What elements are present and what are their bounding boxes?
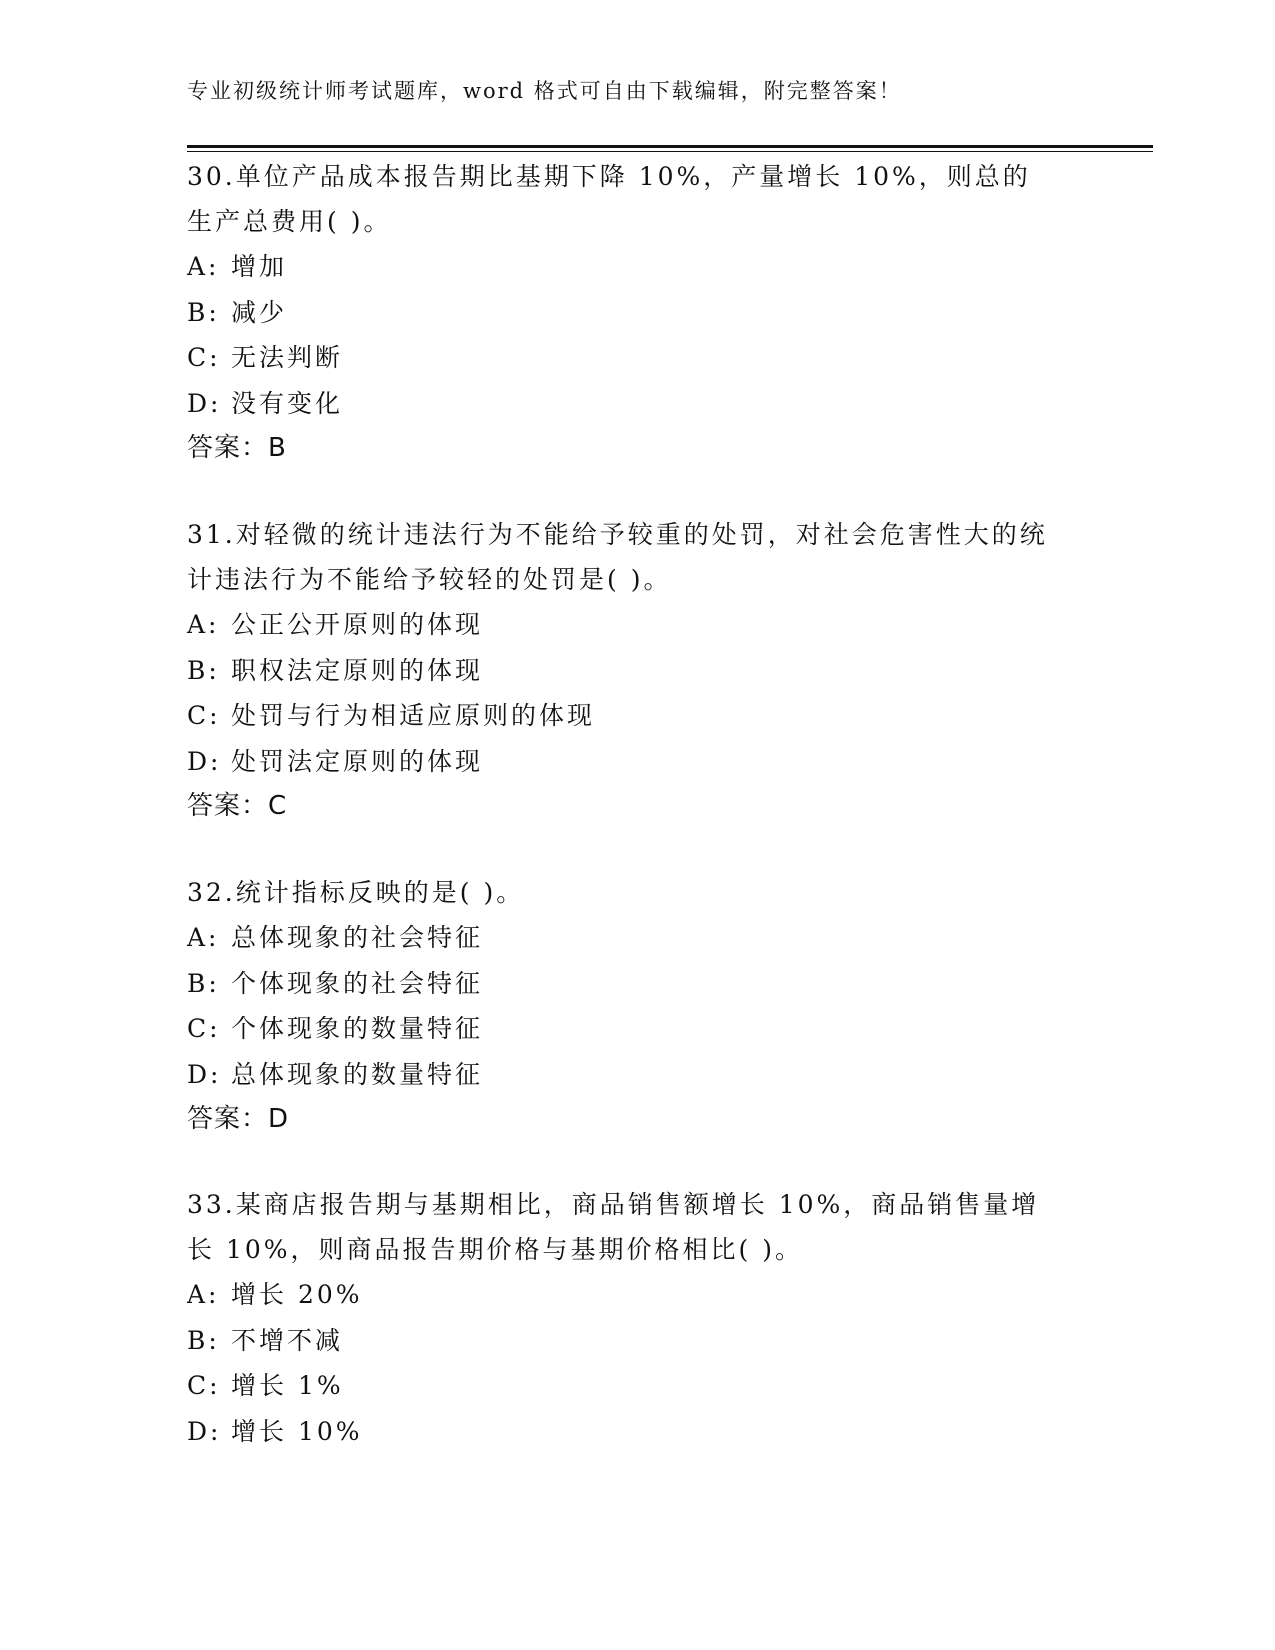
question-number: 31. bbox=[187, 520, 236, 549]
option-text: 不增不减 bbox=[231, 1325, 344, 1355]
answer: 答案：C bbox=[187, 791, 288, 821]
question-30 bbox=[187, 154, 1087, 471]
option-letter: B: bbox=[187, 655, 220, 685]
option-text: 职权法定原则的体现 bbox=[231, 655, 484, 685]
header-rule-thick bbox=[187, 145, 1153, 148]
option-text: 处罚法定原则的体现 bbox=[231, 746, 484, 776]
option-letter: D: bbox=[187, 1059, 222, 1089]
option-text: 减少 bbox=[231, 297, 288, 327]
question-number: 33. bbox=[187, 1190, 236, 1219]
option-b bbox=[187, 1318, 1087, 1364]
option-d bbox=[187, 1409, 1087, 1455]
question-32 bbox=[187, 870, 1087, 1142]
option-c bbox=[187, 1363, 1087, 1409]
option-text: 增加 bbox=[231, 252, 288, 281]
option-text: 总体现象的社会特征 bbox=[231, 923, 484, 952]
option-letter: D: bbox=[187, 1416, 222, 1446]
option-text: 总体现象的数量特征 bbox=[231, 1059, 484, 1089]
option-letter: D: bbox=[187, 746, 222, 776]
option-b bbox=[187, 648, 1087, 694]
option-letter: C: bbox=[187, 701, 221, 730]
option-letter: A: bbox=[187, 1280, 220, 1309]
option-letter: C: bbox=[187, 1014, 221, 1043]
option-c bbox=[187, 335, 1087, 381]
option-text: 没有变化 bbox=[231, 388, 344, 418]
option-letter: B: bbox=[187, 1325, 220, 1355]
option-d bbox=[187, 381, 1087, 427]
option-d bbox=[187, 1052, 1087, 1098]
question-31 bbox=[187, 512, 1087, 829]
option-text: 处罚与行为相适应原则的体现 bbox=[231, 701, 596, 730]
question-text: 统计指标反映的是( )。 bbox=[235, 878, 525, 907]
option-letter: C: bbox=[187, 343, 221, 372]
option-d bbox=[187, 739, 1087, 785]
question-number: 30. bbox=[187, 162, 236, 191]
option-text: 增长 10% bbox=[231, 1416, 363, 1446]
option-text: 增长 20% bbox=[231, 1280, 363, 1309]
option-c bbox=[187, 693, 1087, 739]
answer: 答案：D bbox=[187, 1104, 290, 1134]
question-text: 单位产品成本报告期比基期下降 10%，产量增长 10%，则总的生产总费用( )。 bbox=[187, 162, 1031, 236]
option-letter: C: bbox=[187, 1371, 221, 1400]
question-stem bbox=[187, 870, 1087, 915]
option-b bbox=[187, 290, 1087, 336]
option-a bbox=[187, 244, 1087, 290]
question-stem bbox=[187, 154, 1047, 244]
option-text: 公正公开原则的体现 bbox=[231, 610, 484, 639]
option-a bbox=[187, 602, 1087, 648]
option-letter: D: bbox=[187, 388, 222, 418]
option-letter: A: bbox=[187, 923, 220, 952]
question-text: 某商店报告期与基期相比，商品销售额增长 10%，商品销售量增长 10%，则商品报告期价格与基期价格相比( )。 bbox=[187, 1190, 1040, 1264]
question-stem bbox=[187, 1182, 1057, 1272]
header-note: 专业初级统计师考试题库，word 格式可自由下载编辑，附完整答案！ bbox=[187, 79, 902, 103]
option-text: 个体现象的数量特征 bbox=[231, 1014, 484, 1043]
question-stem bbox=[187, 512, 1067, 602]
header-rule-thin bbox=[187, 151, 1153, 152]
option-letter: B: bbox=[187, 968, 220, 998]
option-letter: B: bbox=[187, 297, 220, 327]
option-a bbox=[187, 915, 1087, 961]
option-c bbox=[187, 1006, 1087, 1052]
option-letter: A: bbox=[187, 252, 220, 281]
option-text: 无法判断 bbox=[231, 343, 344, 372]
option-text: 增长 1% bbox=[231, 1371, 344, 1400]
option-text: 个体现象的社会特征 bbox=[231, 968, 484, 998]
answer: 答案：B bbox=[187, 433, 287, 463]
question-number: 32. bbox=[187, 878, 236, 907]
option-b bbox=[187, 961, 1087, 1007]
option-letter: A: bbox=[187, 610, 220, 639]
question-33 bbox=[187, 1182, 1087, 1454]
question-text: 对轻微的统计违法行为不能给予较重的处罚，对社会危害性大的统计违法行为不能给予较轻的处罚是( )。 bbox=[187, 520, 1048, 594]
option-a bbox=[187, 1272, 1087, 1318]
